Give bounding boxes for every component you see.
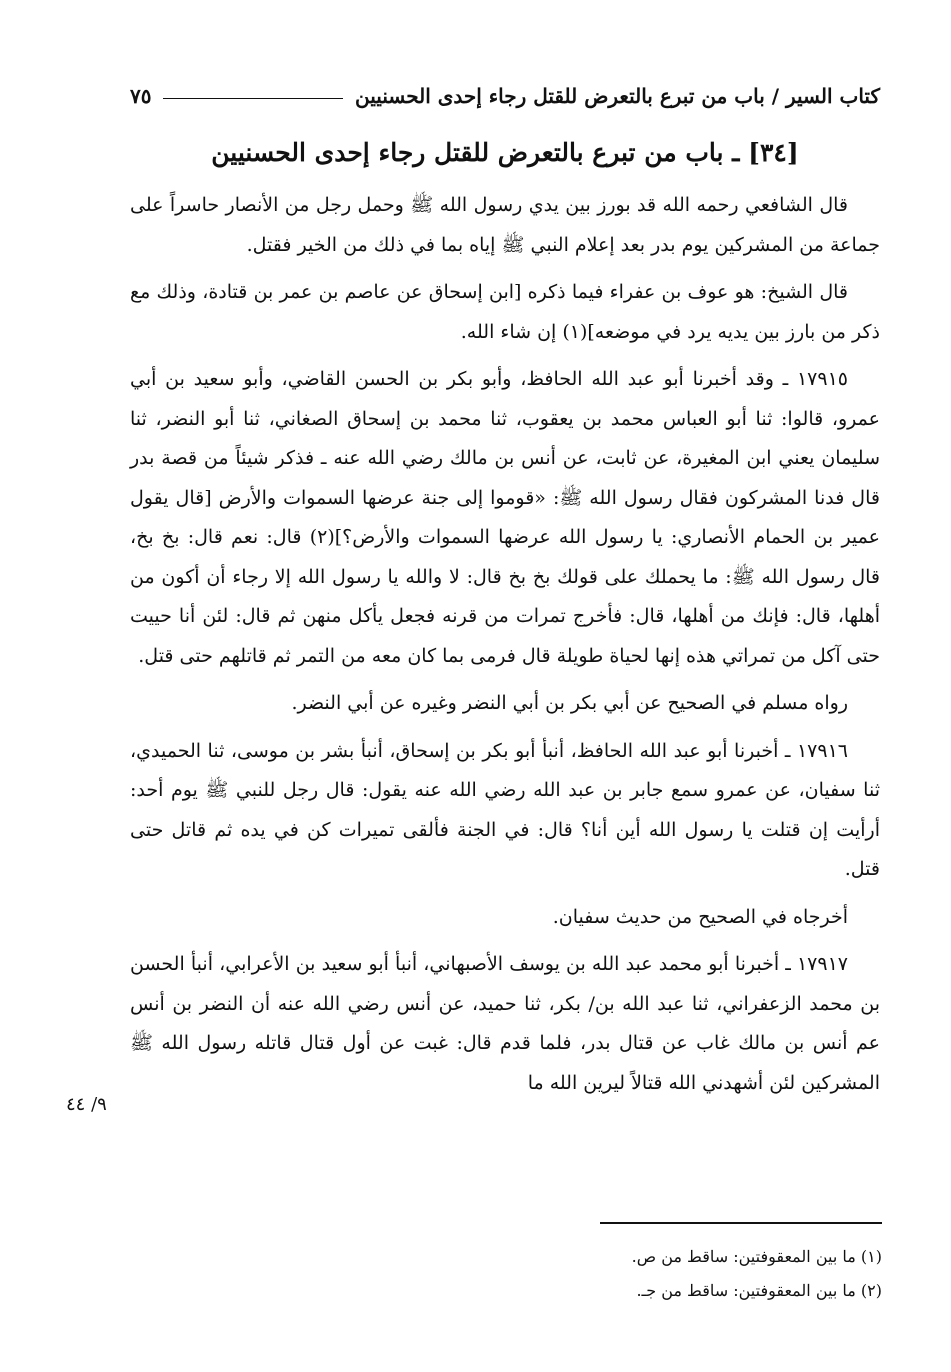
running-title: كتاب السير / باب من تبرع بالتعرض للقتل رجاء إحدى الحسنيين <box>355 84 880 108</box>
paragraph-shafii: قال الشافعي رحمه الله قد بورز بين يدي رسول الله ﷺ وحمل رجل من الأنصار حاسراً على جماعة من المشركين يوم بدر بعد إعلام النبي ﷺ إياه بما في ذلك من الخير فقتل. <box>130 194 880 256</box>
footnotes <box>500 1240 882 1308</box>
footnote-rule <box>600 1222 882 1224</box>
page-number: ٧٥ <box>130 84 152 108</box>
chapter-title: [٣٤] ـ باب من تبرع بالتعرض للقتل رجاء إحدى الحسنيين <box>211 138 799 167</box>
footnote-1: (١) ما بين المعقوفتين: ساقط من ص. <box>631 1247 882 1266</box>
body-text <box>130 186 880 1111</box>
hadith-17915: ١٧٩١٥ ـ وقد أخبرنا أبو عبد الله الحافظ، وأبو بكر بن الحسن القاضي، وأبو سعيد بن أبي عمرو، قالوا: ثنا أبو العباس محمد بن يعقوب، ثنا محمد بن إسحاق الصغاني، ثنا أبو النضر، ثنا سليمان يعني ابن المغيرة، عن ثابت، عن أنس بن مالك رضي الله عنه ـ فذكر شيئاً من قصة بدر قال فدنا المشركون فقال رسول الله ﷺ: «قوموا إلى جنة عرضها السموات والأرض [قال يقول عمير بن الحمام الأنصاري: يا رسول الله عرضها السموات والأرض؟](٢) قال: نعم قال: بخ بخ، قال رسول الله ﷺ: ما يحملك على قولك بخ بخ قال: لا والله يا رسول الله إلا رجاء أن أكون من أهلها، قال: فإنك من أهلها، قال: فأخرج تمرات من قرنه فجعل يأكل منهن ثم قال: لئن أنا حييت حتى آكل من تمراتي هذه إنها لحياة طويلة قال فرمى بما كان معه من التمر ثم قاتلهم حتى قتل. <box>130 368 880 667</box>
margin-reference: ٩/ ٤٤ <box>66 1094 107 1115</box>
running-header <box>130 80 880 112</box>
narration-muslim: رواه مسلم في الصحيح عن أبي بكر بن أبي النضر وغيره عن أبي النضر. <box>291 692 848 714</box>
narration-bukhari-muslim: أخرجاه في الصحيح من حديث سفيان. <box>552 905 848 928</box>
header-rule <box>163 98 343 99</box>
hadith-17917: ١٧٩١٧ ـ أخبرنا أبو محمد عبد الله بن يوسف الأصبهاني، أنبأ أبو سعيد بن الأعرابي، أنبأ الحسن بن محمد الزعفراني، ثنا عبد الله بن/ بكر، ثنا حميد، عن أنس رضي الله عنه أن النضر بن أنس عم أنس بن مالك غاب عن قتال بدر، فلما قدم قال: غبت عن أول قتال قاتله رسول الله ﷺ المشركين لئن أشهدني الله قتالاً ليرين الله ما <box>130 953 880 1094</box>
hadith-17916: ١٧٩١٦ ـ أخبرنا أبو عبد الله الحافظ، أنبأ أبو بكر بن إسحاق، أنبأ بشر بن موسى، ثنا الحميدي، ثنا سفيان، عن عمرو سمع جابر بن عبد الله رضي الله عنه يقول: قال رجل للنبي ﷺ يوم أحد: أرأيت إن قتلت يا رسول الله أين أنا؟ قال: في الجنة فألقى تميرات كن في يده ثم قاتل حتى قتل. <box>130 739 880 880</box>
footnote-2: (٢) ما بين المعقوفتين: ساقط من جـ. <box>636 1281 882 1300</box>
paragraph-sheikh: قال الشيخ: هو عوف بن عفراء فيما ذكره [ابن إسحاق عن عاصم بن عمر بن قتادة، وذلك مع ذكر من بارز بين يديه يرد في موضعه](١) إن شاء الله. <box>130 281 880 343</box>
